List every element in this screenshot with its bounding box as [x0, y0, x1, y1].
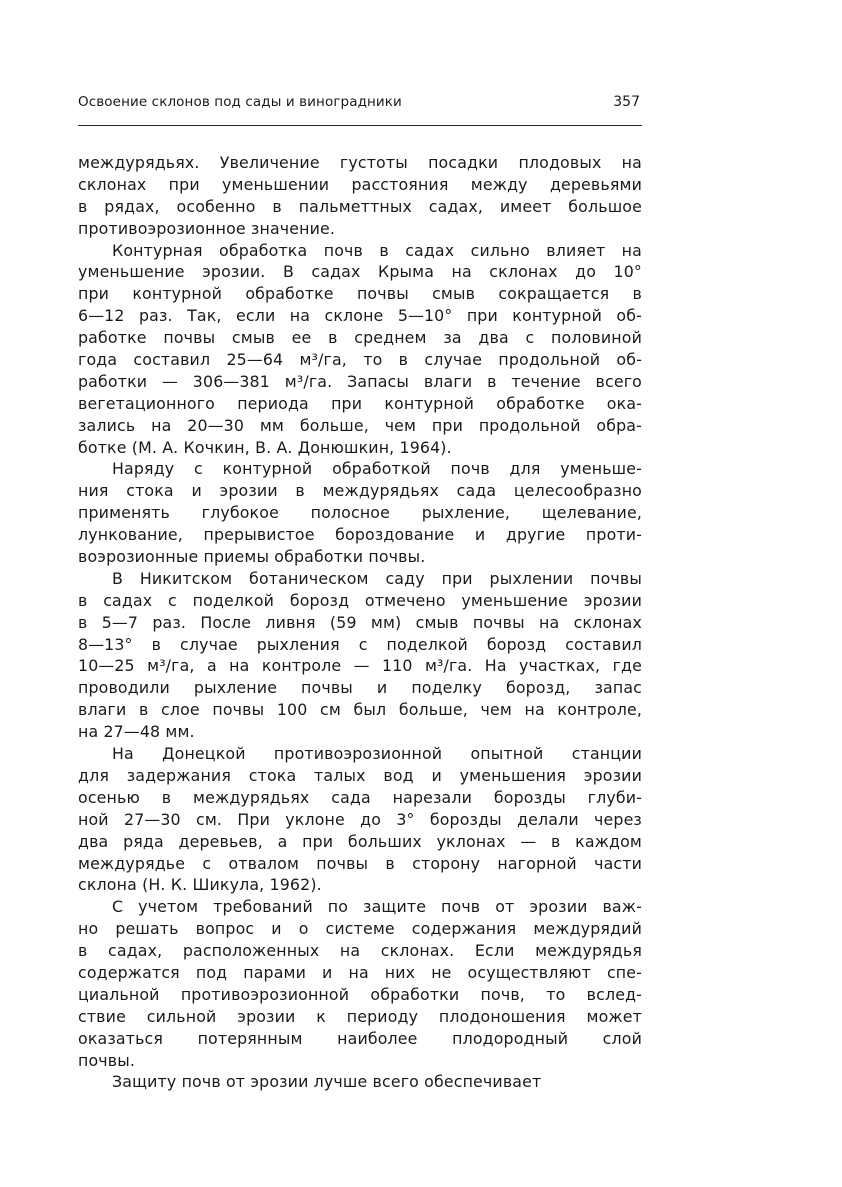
text-line: лункование, прерывистое бороздование и другие проти-: [78, 525, 642, 545]
text-line: воэрозионные приемы обработки почвы.: [78, 547, 426, 567]
paragraph: [78, 152, 642, 240]
text-line: осенью в междурядьях сада нарезали борозды глуби-: [78, 787, 642, 807]
text-line: в рядах, особенно в пальметтных садах, имеет большое: [78, 196, 642, 216]
text-line: два ряда деревьев, а при больших уклонах — в каждом: [78, 831, 642, 851]
text-line: для задержания стока талых вод и уменьшения эрозии: [78, 765, 642, 785]
paragraph: [78, 568, 642, 743]
header-rule: [78, 125, 642, 126]
text-line: на 27—48 мм.: [78, 722, 195, 742]
text-line: междурядье с отвалом почвы в сторону нагорной части: [78, 853, 642, 873]
running-title: Освоение склонов под сады и виноградники: [78, 94, 402, 110]
text-line: содержатся под парами и на них не осуществляют спе-: [78, 962, 642, 982]
text-line: На Донецкой противоэрозионной опытной станции: [112, 744, 642, 764]
text-line: ствие сильной эрозии к периоду плодоношения может: [78, 1006, 642, 1026]
page-header: [78, 94, 642, 116]
text-line: 6—12 раз. Так, если на склоне 5—10° при контурной об-: [78, 306, 642, 326]
text-line: 10—25 м³/га, а на контроле — 110 м³/га. На участках, где: [78, 656, 642, 676]
text-line: работке почвы смыв ее в среднем за два с половиной: [78, 328, 642, 348]
text-line: применять глубокое полосное рыхление, щелевание,: [78, 503, 642, 523]
text-line: 8—13° в случае рыхления с поделкой борозд составил: [78, 634, 642, 654]
text-line: В Никитском ботаническом саду при рыхлении почвы: [112, 568, 642, 588]
text-line: ной 27—30 см. При уклоне до 3° борозды делали через: [78, 809, 642, 829]
text-line: Защиту почв от эрозии лучше всего обеспечивает: [112, 1072, 542, 1092]
page-number: 357: [613, 94, 640, 110]
paragraph: [78, 1071, 642, 1093]
text-line: проводили рыхление почвы и поделку борозд, запас: [78, 678, 642, 698]
text-line: оказаться потерянным наиболее плодородный слой: [78, 1028, 642, 1048]
text-line: влаги в слое почвы 100 см был больше, чем на контроле,: [78, 700, 642, 720]
text-line: в садах, расположенных на склонах. Если междурядья: [78, 941, 642, 961]
text-line: но решать вопрос и о системе содержания междурядий: [78, 919, 642, 939]
text-line: Наряду с контурной обработкой почв для уменьше-: [112, 459, 642, 479]
text-line: зались на 20—30 мм больше, чем при продольной обра-: [78, 415, 642, 435]
paragraph: [78, 896, 642, 1071]
paragraph: [78, 458, 642, 567]
text-line: противоэрозионное значение.: [78, 218, 336, 238]
body-text: [78, 152, 642, 1093]
text-line: почвы.: [78, 1050, 136, 1070]
text-line: склона (Н. К. Шикула, 1962).: [78, 875, 322, 895]
text-line: уменьшение эрозии. В садах Крыма на склонах до 10°: [78, 262, 642, 282]
text-line: в садах с поделкой борозд отмечено уменьшение эрозии: [78, 590, 642, 610]
paragraph: [78, 240, 642, 459]
paragraph: [78, 743, 642, 896]
text-line: междурядьях. Увеличение густоты посадки плодовых на: [78, 153, 642, 172]
text-line: работки — 306—381 м³/га. Запасы влаги в течение всего: [78, 371, 642, 391]
text-line: Контурная обработка почв в садах сильно влияет на: [112, 240, 642, 260]
text-line: С учетом требований по защите почв от эрозии важ-: [112, 897, 642, 917]
text-line: вегетационного периода при контурной обработке ока-: [78, 393, 642, 413]
text-line: ния стока и эрозии в междурядьях сада целесообразно: [78, 481, 642, 501]
text-line: при контурной обработке почвы смыв сокращается в: [78, 284, 642, 304]
text-line: ботке (М. А. Кочкин, В. А. Донюшкин, 1964).: [78, 437, 452, 457]
text-line: в 5—7 раз. После ливня (59 мм) смыв почвы на склонах: [78, 612, 642, 632]
text-line: года составил 25—64 м³/га, то в случае продольной об-: [78, 350, 642, 370]
text-line: склонах при уменьшении расстояния между деревьями: [78, 174, 642, 194]
text-line: циальной противоэрозионной обработки почв, то вслед-: [78, 984, 642, 1004]
